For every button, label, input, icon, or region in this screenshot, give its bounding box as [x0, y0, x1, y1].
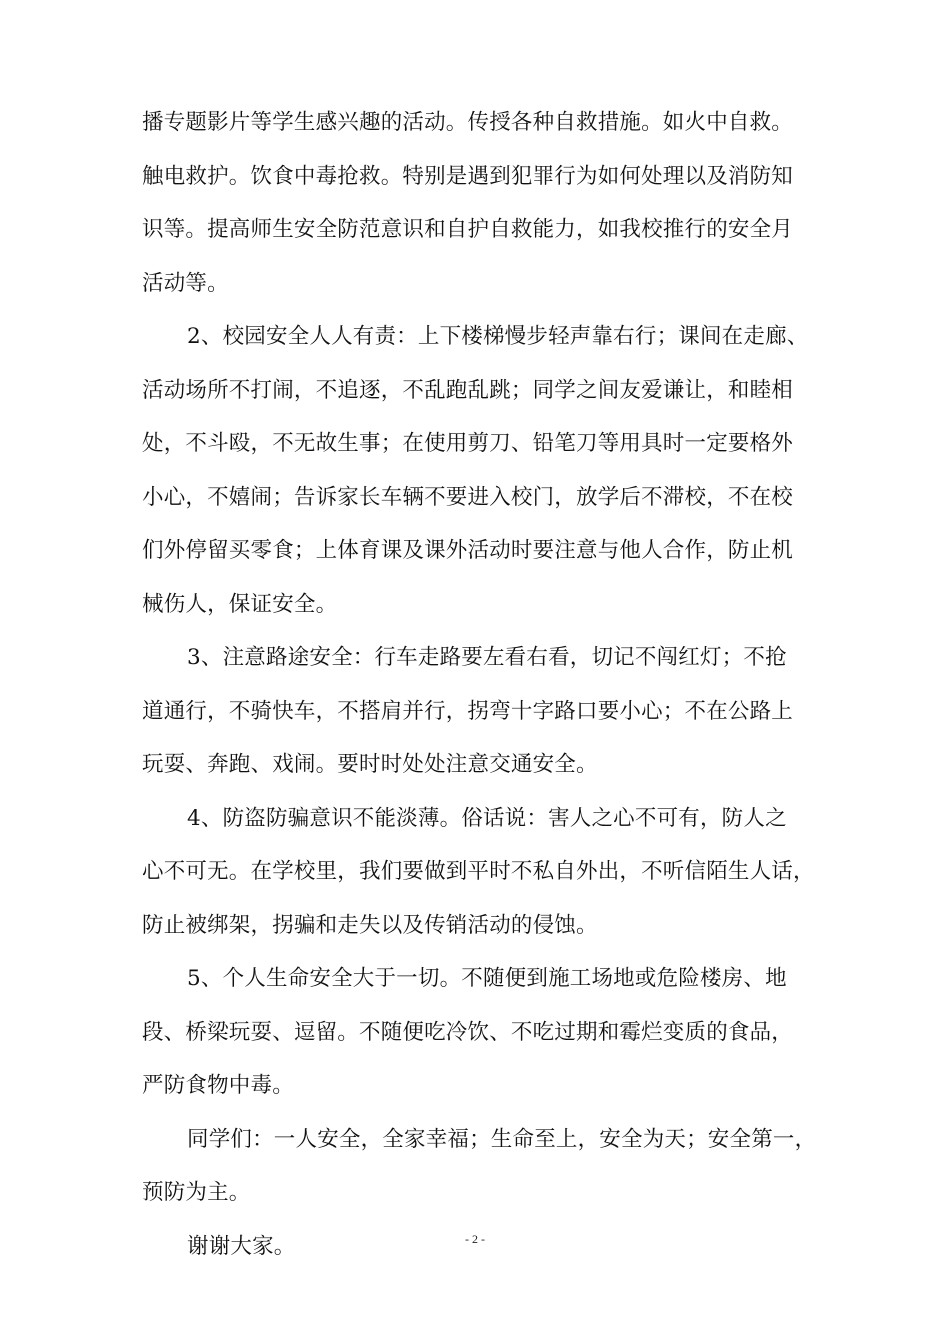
text-line: 严防食物中毒。 [142, 1073, 294, 1098]
text-line: 们外停留买零食；上体育课及课外活动时要注意与他人合作，防止机 [142, 538, 794, 563]
text-line-indented: 同学们：一人安全，全家幸福；生命至上，安全为天；安全第一， [187, 1126, 817, 1152]
text-line: 械伤人，保证安全。 [142, 591, 338, 617]
text-line-indented: 2、校园安全人人有责：上下楼梯慢步轻声靠右行；课间在走廊、 [187, 324, 809, 349]
text-line-indented: 3、注意路途安全：行车走路要左看右看，切记不闯红灯；不抢 [187, 645, 787, 670]
text-line: 段、桥梁玩耍、逗留。不随便吃冷饮、不吃过期和霉烂变质的食品， [142, 1019, 794, 1045]
text-line: 活动等。 [142, 270, 229, 296]
text-line: 播专题影片等学生感兴趣的活动。传授各种自救措施。如火中自救。 [142, 110, 794, 135]
text-line: 处，不斗殴，不无故生事；在使用剪刀、铅笔刀等用具时一定要格外 [142, 431, 794, 456]
text-line: 道通行，不骑快车，不搭肩并行，拐弯十字路口要小心；不在公路上 [142, 698, 794, 724]
text-line: 识等。提高师生安全防范意识和自护自救能力，如我校推行的安全月 [142, 217, 794, 242]
text-line: 防止被绑架，拐骗和走失以及传销活动的侵蚀。 [142, 912, 598, 938]
text-line-indented: 4、防盗防骗意识不能淡薄。俗话说：害人之心不可有，防人之 [187, 805, 787, 831]
text-line: 触电救护。饮食中毒抢救。特别是遇到犯罪行为如何处理以及消防知 [142, 163, 794, 189]
text-line: 玩耍、奔跑、戏闹。要时时处处注意交通安全。 [142, 752, 598, 777]
page-number: - 2 - [465, 1232, 485, 1246]
text-line: 心不可无。在学校里，我们要做到平时不私自外出，不听信陌生人话， [142, 859, 815, 884]
text-line: 活动场所不打闹，不追逐，不乱跑乱跳；同学之间友爱谦让，和睦相 [142, 377, 794, 403]
text-line-indented: 谢谢大家。 [187, 1233, 296, 1259]
text-line: 预防为主。 [142, 1180, 251, 1205]
text-line: 小心，不嬉闹；告诉家长车辆不要进入校门，放学后不滞校，不在校 [142, 484, 794, 510]
text-line-indented: 5、个人生命安全大于一切。不随便到施工场地或危险楼房、地 [187, 966, 787, 991]
document-body [142, 96, 822, 1273]
